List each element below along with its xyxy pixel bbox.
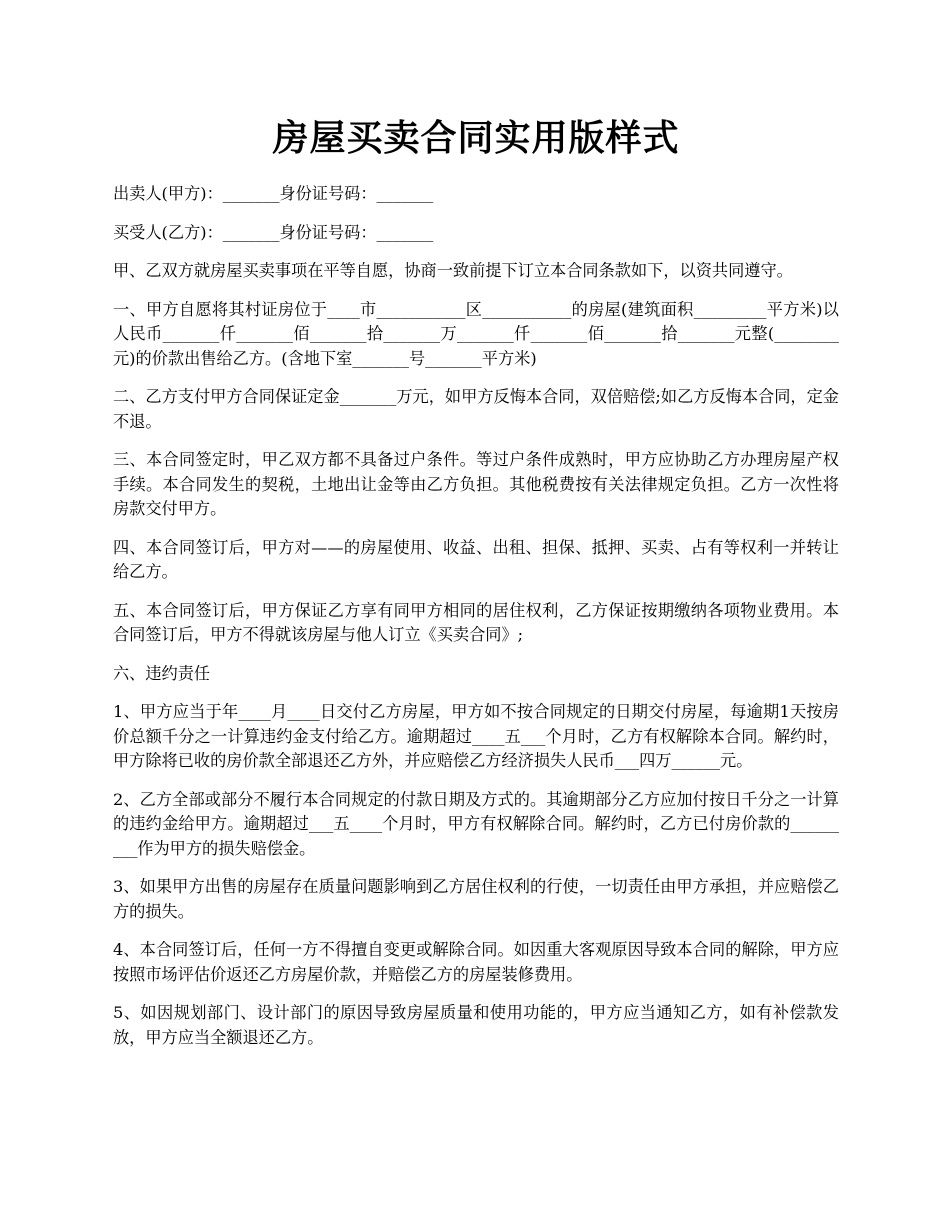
liability-item-5: 5、如因规划部门、设计部门的原因导致房屋质量和使用功能的，甲方应当通知乙方，如有补偿款发放，甲方应当全额退还乙方。: [113, 1003, 839, 1047]
seller-line: 出卖人(甲方)：_______身份证号码：_______: [113, 184, 434, 203]
clause-5: 五、本合同签订后，甲方保证乙方享有同甲方相同的居住权利，乙方保证按期缴纳各项物业费用。本合同签订后，甲方不得就该房屋与他人订立《买卖合同》;: [113, 600, 839, 644]
clause-1: 一、甲方自愿将其村证房位于____市___________区___________的房屋(建筑面积_________平方米)以人民币_______仟_______佰_______拾_______万_______仟_______佰_______拾_______元整(________ 元)的价款出售给乙方。(含地下室_______号_______平方米): [113, 299, 839, 368]
clause-6-heading: 六、违约责任: [113, 663, 211, 683]
clause-3: 三、本合同签定时，甲乙双方都不具备过户条件。等过户条件成熟时，甲方应协助乙方办理房屋产权手续。本合同发生的契税，土地出让金等由乙方负担。其他税费按有关法律规定负担。乙方一次性将房款交付甲方。: [113, 450, 839, 518]
buyer-line: 买受人(乙方)：_______身份证号码：_______: [113, 222, 434, 242]
clause-2: 二、乙方支付甲方合同保证定金_______万元，如甲方反悔本合同，双倍赔偿;如乙方反悔本合同，定金不退。: [113, 387, 839, 431]
liability-item-2: 2、乙方全部或部分不履行本合同规定的付款日期及方式的。其逾期部分乙方应加付按日千分之一计算的违约金给甲方。逾期超过___五____个月时，甲方有权解除合同。解约时，乙方已付房价款的_________作为甲方的损失赔偿金。: [113, 789, 839, 858]
liability-item-3: 3、如果甲方出售的房屋存在质量问题影响到乙方居住权利的行使，一切责任由甲方承担，并应赔偿乙方的损失。: [113, 877, 839, 921]
preamble-paragraph: 甲、乙双方就房屋买卖事项在平等自愿，协商一致前提下订立本合同条款如下，以资共同遵守。: [113, 261, 793, 280]
clause-4: 四、本合同签订后，甲方对——的房屋使用、收益、出租、担保、抵押、买卖、占有等权利一并转让给乙方。: [113, 537, 839, 581]
liability-item-1: 1、甲方应当于年____月____日交付乙方房屋，甲方如不按合同规定的日期交付房屋，每逾期1天按房价总额千分之一计算违约金支付给乙方。逾期超过____五___个月时，乙方有权解除本合同。解约时，甲方除将已收的房价款全部退还乙方外，并应赔偿乙方经济损失人民币___四万______元。: [113, 702, 839, 770]
liability-item-4: 4、本合同签订后，任何一方不得擅自变更或解除合同。如因重大客观原因导致本合同的解除，甲方应按照市场评估价返还乙方房屋价款，并赔偿乙方的房屋装修费用。: [113, 940, 839, 984]
document-page: [113, 108, 839, 1064]
document-title: 房屋买卖合同实用版样式: [272, 117, 680, 159]
